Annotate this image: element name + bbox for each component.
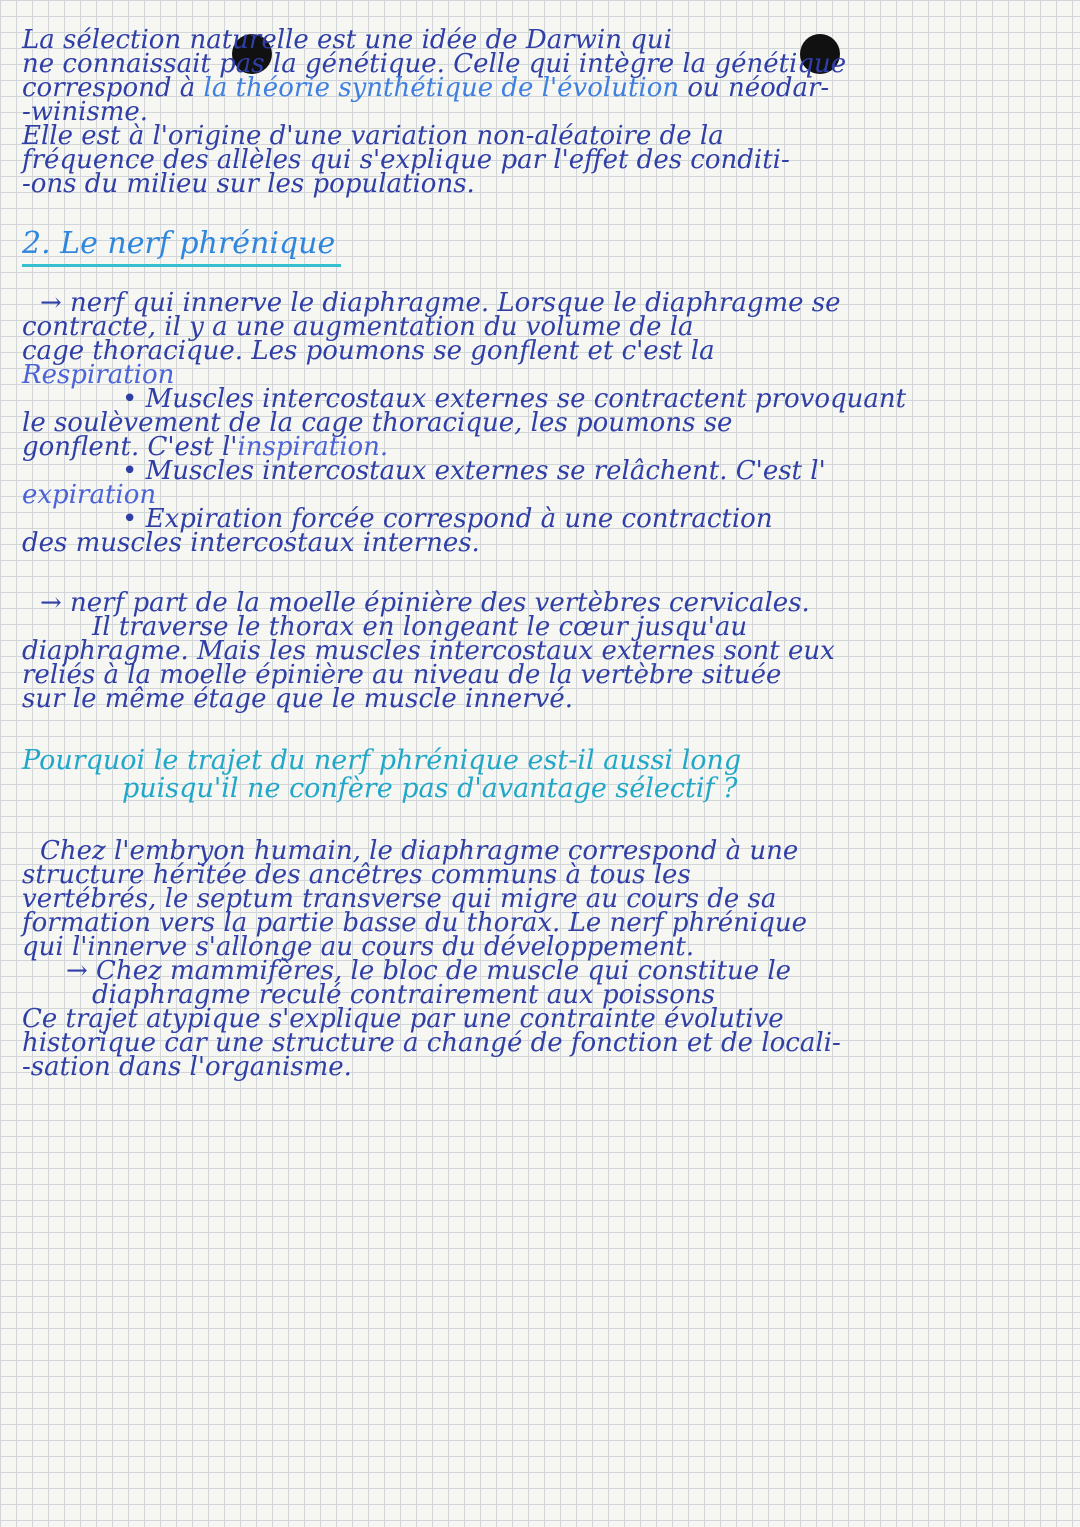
bullet-line: • Expiration forcée correspond à une contraction [122,504,773,534]
handwritten-notes [22,25,1054,1082]
note-line: → nerf part de la moelle épinière des vertèbres cervicales. [40,588,810,618]
note-line: Respiration [22,360,175,390]
note-line: cage thoracique. Les poumons se gonflent et c'est la [22,336,715,366]
note-line: des muscles intercostaux internes. [22,528,480,558]
note-line: Ce trajet atypique s'explique par une contrainte évolutive [22,1004,784,1034]
section-heading: 2. Le nerf phrénique [22,224,341,267]
bullet-line: • Muscles intercostaux externes se relâchent. C'est l' [122,456,826,486]
term: inspiration. [237,432,389,462]
note-line: Il traverse le thorax en longeant le cœur jusqu'au [92,612,748,642]
note-text: ou néodar- [687,73,830,103]
note-line: reliés à la moelle épinière au niveau de la vertèbre située [22,660,782,690]
note-line: -sation dans l'organisme. [22,1052,352,1082]
note-line: historique car une structure a changé de fonction et de locali- [22,1028,841,1058]
note-text: correspond à [22,73,196,103]
note-line: le soulèvement de la cage thoracique, les poumons se [22,408,733,438]
note-line: La sélection naturelle est une idée de Darwin qui [22,25,672,55]
note-line: fréquence des allèles qui s'explique par l'effet des conditi- [22,145,790,175]
note-line: Chez l'embryon humain, le diaphragme correspond à une [40,836,799,866]
note-line: diaphragme. Mais les muscles intercostaux externes sont eux [22,636,835,666]
note-line [22,73,1054,103]
note-line: sur le même étage que le muscle innervé. [22,684,573,714]
note-line: structure héritée des ancêtres communs à tous les [22,860,691,890]
note-text: gonflent. C'est l' [22,432,238,462]
note-line: qui l'innerve s'allonge au cours du développement. [22,932,695,962]
bullet-line: • Muscles intercostaux externes se contractent provoquant [122,384,907,414]
note-line: → Chez mammifères, le bloc de muscle qui constitue le [66,956,792,986]
note-line: expiration [22,480,157,510]
question-line: Pourquoi le trajet du nerf phrénique est-il aussi long [22,745,742,776]
note-line: vertébrés, le septum transverse qui migre au cours de sa [22,884,777,914]
note-line: Elle est à l'origine d'une variation non-aléatoire de la [22,121,724,151]
note-line: -ons du milieu sur les populations. [22,169,475,199]
note-line: -winisme. [22,97,149,127]
highlight-term: la théorie synthétique de l'évolution [203,73,680,103]
note-line: contracte, il y a une augmentation du volume de la [22,312,694,342]
note-line: ne connaissait pas la génétique. Celle qui intègre la génétique [22,49,847,79]
question-line: puisqu'il ne confère pas d'avantage sélectif ? [122,773,738,804]
note-line: → nerf qui innerve le diaphragme. Lorsque le diaphragme se [40,288,841,318]
note-line: diaphragme reculé contrairement aux poissons [92,980,715,1010]
note-line: formation vers la partie basse du thorax. Le nerf phrénique [22,908,807,938]
